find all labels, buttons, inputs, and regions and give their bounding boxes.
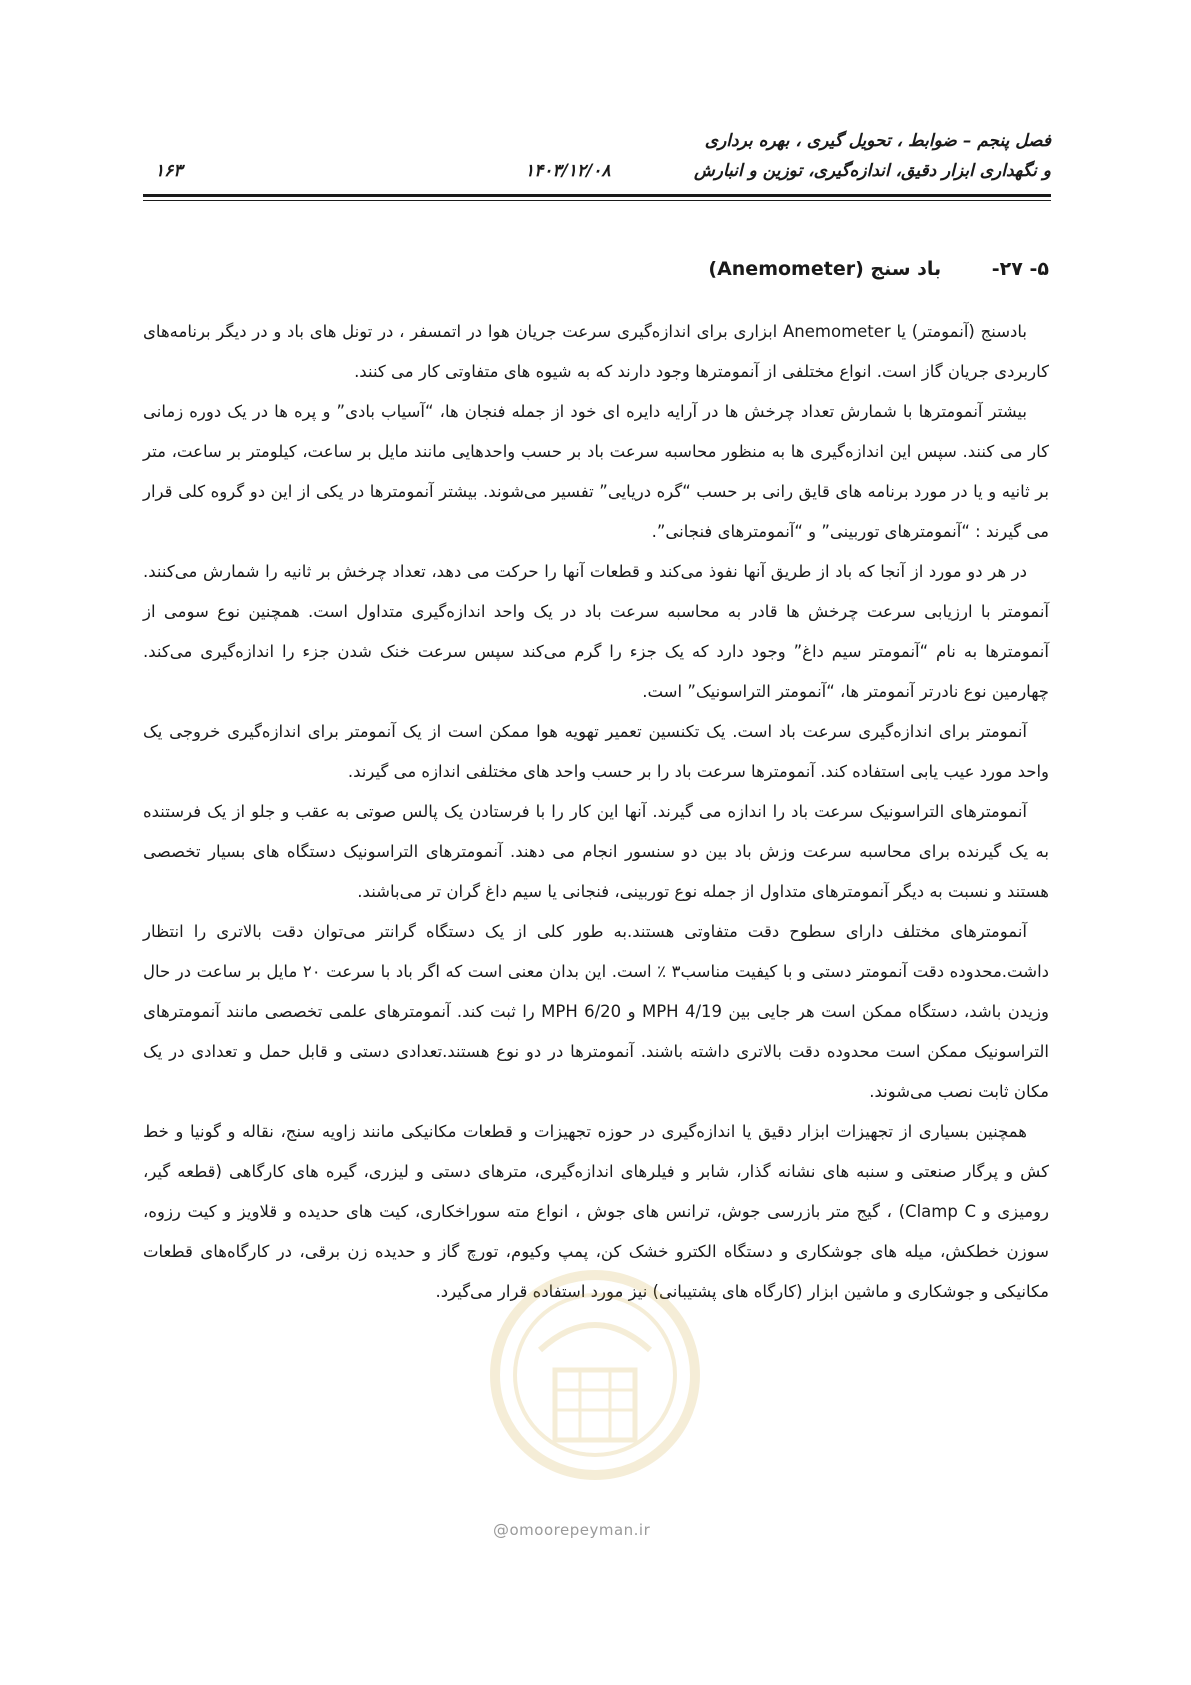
- paragraph: آنمومتر برای اندازه‌گیری سرعت باد است. یک تکنسین تعمیر تهویه هوا ممکن است از یک آنمومتر برای اندازه‌گیری خروجی یک واحد مورد عیب یابی استفاده کند. آنمومترها سرعت باد را بر حسب واحد های مختلفی اندازه می گیرند.: [143, 722, 1049, 781]
- watermark-logo: [480, 1260, 710, 1490]
- body-text: [143, 312, 1049, 1312]
- paragraph: همچنین بسیاری از تجهیزات ابزار دقیق یا اندازه‌گیری در حوزه تجهیزات و قطعات مکانیکی مانند زاویه سنج، نقاله و گونیا و خط کش و پرگار صنعتی و سنبه های نشانه گذار، شابر و فیلرهای اندازه‌گیری، مترهای دستی و لیزری، گیره های کارگاهی (قطعه گیر، رومیزی و Clamp C) ، گیج متر بازرسی جوش، ترانس های جوش ، انواع مته سوراخکاری، کیت های حدیده و قلاویز و کیت رزوه، سوزن خطکش، میله های جوشکاری و دستگاه الکترو خشک کن، پمپ وکیوم، تورچ گاز و حدیده زن برقی، در کارگاه‌های قطعات مکانیکی و جوشکاری و ماشین ابزار (کارگاه های پشتیبانی) نیز مورد استفاده قرار می‌گیرد.: [143, 1122, 1050, 1301]
- section-title: باد سنج (Anemometer): [708, 258, 942, 280]
- watermark-site-text: omoorepeyman.ir: [509, 1521, 651, 1539]
- section-number: ۵- ۲۷-: [991, 258, 1049, 280]
- header-rule-thin: [143, 200, 1051, 201]
- paragraph: در هر دو مورد از آنجا که باد از طریق آنها نفوذ می‌کند و قطعات آنها را حرکت می دهد، تعداد چرخش بر ثانیه را شمارش می‌کنند. آنمومتر با ارزیابی سرعت چرخش ها قادر به محاسبه سرعت باد در یک واحد اندازه‌گیری متداول است. همچنین نوع سومی از آنمومترها به نام “آنمومتر سیم داغ” وجود دارد که یک جزء را گرم می‌کند سپس سرعت خنک شدن جزء را اندازه‌گیری می‌کند. چهارمین نوع نادرتر آنمومتر ها، “آنمومتر التراسونیک” است.: [143, 562, 1049, 701]
- paragraph: آنمومترهای التراسونیک سرعت باد را اندازه می گیرند. آنها این کار را با فرستادن یک پالس صوتی به عقب و جلو از یک فرستنده به یک گیرنده برای محاسبه سرعت وزش باد بین دو سنسور انجام می دهند. آنمومترهای التراسونیک دستگاه های بسیار تخصصی هستند و نسبت به دیگر آنمومترهای متداول از جمله نوع توربینی، فنجانی یا سیم داغ گران تر می‌باشند.: [143, 802, 1049, 901]
- section-heading: [143, 255, 1049, 283]
- watermark-site: @omoorepeyman.ir: [493, 1520, 651, 1539]
- page-number: ۱۶۳: [155, 161, 183, 181]
- chapter-line-1: فصل پنجم – ضوابط ، تحویل گیری ، بهره برداری: [704, 131, 1051, 151]
- paragraph: آنمومترهای مختلف دارای سطوح دقت متفاوتی هستند.به طور کلی از یک دستگاه گرانتر می‌توان دقت بالاتری را انتظار داشت.محدوده دقت آنمومتر دستی و با کیفیت مناسب۳ ٪ است. این بدان معنی است که اگر باد با سرعت ۲۰ مایل بر ساعت در حال وزیدن باشد، دستگاه ممکن است هر جایی بین MPH 4/19 و MPH 6/20 را ثبت کند. آنمومترهای علمی تخصصی مانند آنمومترهای التراسونیک ممکن است محدوده دقت بالاتری داشته باشند. آنمومترها در دو نوع هستند.تعدادی دستی و قابل حمل و تعدادی در یک مکان ثابت نصب می‌شوند.: [143, 922, 1049, 1101]
- header-rule-thick: [143, 194, 1051, 197]
- chapter-heading: [694, 126, 1051, 186]
- paragraph: بادسنج (آنمومتر) یا Anemometer ابزاری برای اندازه‌گیری سرعت جریان هوا در اتمسفر ، در تونل های باد و در دیگر برنامه‌های کاربردی جریان گاز است. انواع مختلفی از آنمومترها وجود دارند که به شیوه های متفاوتی کار می کنند.: [143, 322, 1049, 381]
- paragraph: بیشتر آنمومترها با شمارش تعداد چرخش ها در آرایه دایره ای خود از جمله فنجان ها، “آسیاب بادی” و پره ها در یک دوره زمانی کار می کنند. سپس این اندازه‌گیری ها به منظور محاسبه سرعت باد بر حسب واحدهایی مانند مایل بر ساعت، کیلومتر بر ساعت، متر بر ثانیه و یا در مورد برنامه های قایق رانی بر حسب “گره دریایی” تفسیر می‌شوند. بیشتر آنمومترها در یکی از این دو گروه کلی قرار می گیرند : “آنمومترهای توربینی” و “آنمومترهای فنجانی”.: [143, 402, 1049, 541]
- header-date: ۱۴۰۳/۱۲/۰۸: [525, 161, 611, 181]
- chapter-line-2: و نگهداری ابزار دقیق، اندازه‌گیری، توزین و انبارش: [694, 161, 1051, 181]
